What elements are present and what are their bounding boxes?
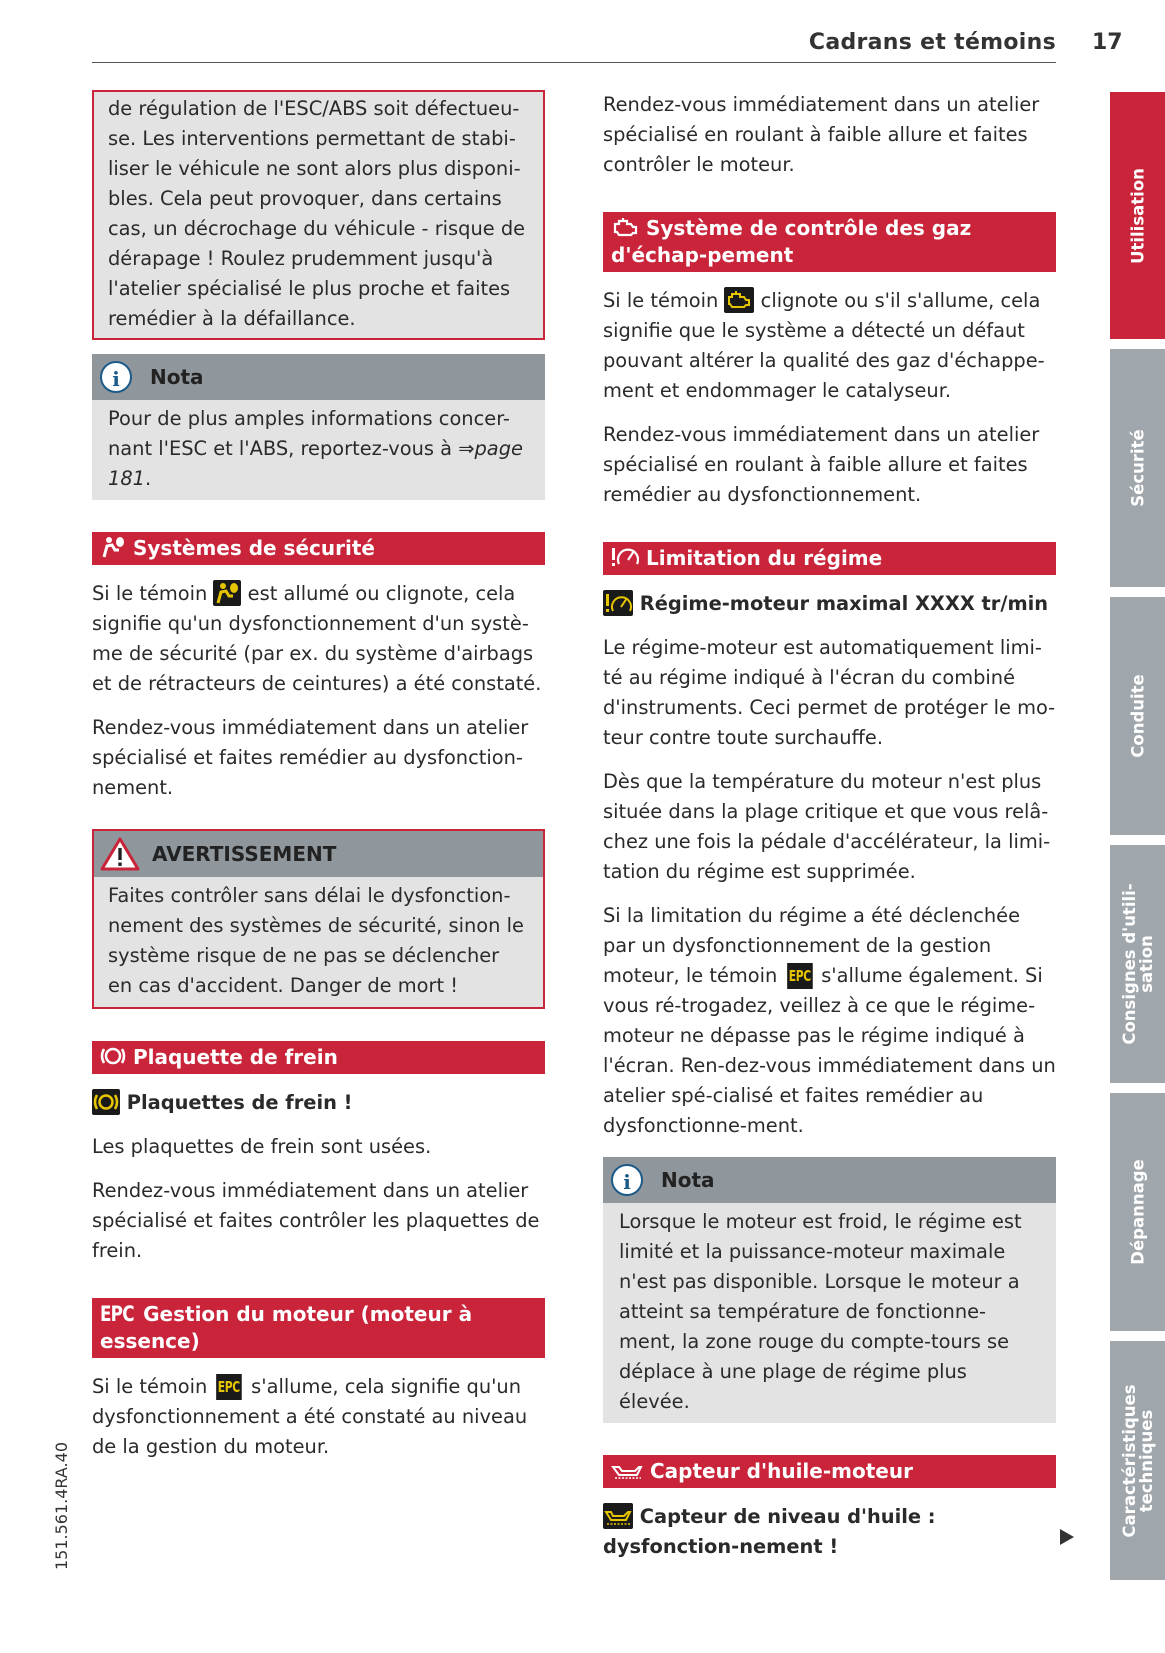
subheading-frein-text: Plaquettes de frein ! — [126, 1091, 353, 1114]
heading-securite-text: Systèmes de sécurité — [132, 536, 375, 560]
side-tab-securite[interactable] — [1110, 349, 1165, 587]
side-tab-consignes[interactable] — [1110, 845, 1165, 1083]
section-heading-moteur — [92, 1298, 545, 1358]
rev-limit-warning-icon — [603, 590, 633, 616]
gaz-paragraph-1 — [603, 286, 1056, 406]
side-tab-depannage[interactable] — [1110, 1093, 1165, 1331]
heading-frein-text: Plaquette de frein — [132, 1045, 338, 1069]
gaz-p1-after: clignote ou s'il s'allume, cela signifie que le système a détecté un défaut pouvant altérer la qualité des gaz d'échappe-ment et endommager le catalyseur. — [603, 289, 1045, 402]
nota-text: Pour de plus amples informations concer-nant l'ESC et l'ABS, reportez-vous à — [108, 407, 510, 460]
document-reference: 151.561.4RA.40 — [52, 1441, 71, 1570]
heading-huile-text: Capteur d'huile-moteur — [649, 1459, 913, 1483]
nota-box — [92, 354, 545, 500]
airbag-icon — [100, 536, 126, 558]
info-icon: i — [100, 361, 132, 393]
page-link[interactable]: ⇒page 181 — [108, 437, 523, 490]
page-header — [92, 24, 1056, 63]
epc-warning-icon-2: EPC — [787, 963, 812, 989]
page-number: 17 — [1092, 30, 1123, 55]
side-tab-label: Dépannage — [1128, 1159, 1147, 1265]
nota-body — [92, 400, 545, 500]
info-icon-right: i — [611, 1164, 643, 1196]
section-heading-huile — [603, 1455, 1056, 1488]
securite-paragraph-2: Rendez-vous immédiatement dans un atelier spécialisé et faites remédier au dysfonction-nement. — [92, 716, 529, 799]
left-column — [92, 90, 545, 1476]
nota-header — [92, 354, 545, 400]
oil-sensor-warning-icon — [603, 1503, 633, 1529]
right-intro-paragraph: Rendez-vous immédiatement dans un atelier spécialisé en roulant à faible allure et faites contrôler le moteur. — [603, 93, 1040, 176]
section-heading-securite — [92, 532, 545, 565]
gaz-paragraph-2: Rendez-vous immédiatement dans un atelier spécialisé en roulant à faible allure et faites remédier au dysfonctionnement. — [603, 423, 1040, 506]
heading-gaz-text: Système de contrôle des gaz d'échap-pement — [611, 216, 972, 267]
engine-icon — [611, 216, 639, 238]
moteur-p1-before: Si le témoin — [92, 1375, 208, 1398]
gaz-p1-before: Si le témoin — [603, 289, 719, 312]
nota-title-right: Nota — [661, 1168, 715, 1192]
warning-triangle-icon — [100, 837, 140, 871]
frein-paragraph-1: Les plaquettes de frein sont usées. — [92, 1135, 432, 1158]
moteur-p1-after: s'allume, cela signifie qu'un dysfonctionnement a été constaté au niveau de la gestion du moteur. — [92, 1375, 528, 1458]
epc-icon: EPC — [100, 1302, 134, 1326]
limitation-p3-before: Si la limitation du régime a été déclenchée par un dysfonctionnement de la gestion moteur, le témoin — [603, 904, 1021, 987]
section-heading-gaz — [603, 212, 1056, 272]
subheading-huile-text: Capteur de niveau d'huile : dysfonction-nement ! — [603, 1505, 936, 1558]
limitation-paragraph-3 — [603, 901, 1056, 1141]
moteur-paragraph-1 — [92, 1372, 545, 1462]
warning-continuation-text: de régulation de l'ESC/ABS soit défectueu-se. Les interventions permettant de stabi-liser le véhicule ne sont alors plus disponi-bles. Cela peut provoquer, dans certains cas, un décrochage du véhicule - risque de dérapage ! Roulez prudemment jusqu'à l'atelier spécialisé le plus proche et faites remédier à la défaillance. — [108, 97, 526, 330]
side-tab-label: Sécurité — [1128, 429, 1147, 507]
subheading-frein — [92, 1088, 545, 1118]
side-tab-label: Caractéristiques techniques — [1119, 1383, 1156, 1538]
side-tab-label: Conduite — [1128, 674, 1147, 758]
brake-pad-icon — [100, 1045, 126, 1067]
next-page-arrow-icon — [1060, 1529, 1074, 1545]
securite-p1-after: est allumé ou clignote, cela signifie qu'un dysfonctionnement d'un systè-me de sécurité (par ex. du système d'airbags et de rétracteurs de ceintures) a été constaté. — [92, 582, 542, 695]
right-column — [603, 90, 1056, 1576]
avertissement-box — [92, 829, 545, 1009]
frein-paragraph-2: Rendez-vous immédiatement dans un atelier spécialisé et faites contrôler les plaquettes de frein. — [92, 1179, 540, 1262]
oil-sensor-icon — [611, 1459, 643, 1481]
warning-continuation-box — [92, 90, 545, 340]
limitation-paragraph-1: Le régime-moteur est automatiquement limi-té au régime indiqué à l'écran du combiné d'instruments. Ceci permet de protéger le mo-teur contre toute surchauffe. — [603, 636, 1056, 749]
rev-limit-icon — [611, 546, 639, 568]
nota-header-right — [603, 1157, 1056, 1203]
side-tab-label: Consignes d'utili- sation — [1119, 883, 1156, 1045]
brake-pad-warning-icon — [92, 1089, 120, 1115]
subheading-limitation — [603, 589, 1056, 619]
side-tab-utilisation[interactable] — [1110, 92, 1165, 339]
securite-p1-before: Si le témoin — [92, 582, 208, 605]
avertissement-body: Faites contrôler sans délai le dysfonction-nement des systèmes de sécurité, sinon le système risque de ne pas se déclencher en cas d'accident. Danger de mort ! — [108, 884, 524, 997]
engine-warning-icon — [724, 287, 754, 313]
section-heading-limitation — [603, 542, 1056, 575]
limitation-p3-after: s'allume également. Si vous ré-trogadez, veillez à ce que le régime-moteur ne dépasse pas le régime indiqué à l'écran. Ren-dez-vous immédiatement dans un atelier spé-cialisé et faites remédier au dysfonctionne-ment. — [603, 964, 1056, 1137]
avertissement-title: AVERTISSEMENT — [152, 842, 337, 866]
side-tab-caracteristiques[interactable] — [1110, 1341, 1165, 1580]
nota-link-end: . — [145, 467, 152, 490]
heading-limitation-text: Limitation du régime — [645, 546, 883, 570]
epc-warning-icon: EPC — [217, 1374, 242, 1400]
limitation-paragraph-2: Dès que la température du moteur n'est plus située dans la plage critique et que vous relâ-chez une fois la pédale d'accélérateur, la limi-tation du régime est supprimée. — [603, 770, 1051, 883]
securite-paragraph-1 — [92, 579, 545, 699]
section-heading-frein — [92, 1041, 545, 1074]
subheading-huile — [603, 1502, 1056, 1562]
airbag-warning-icon — [213, 580, 241, 606]
nota-box-right — [603, 1157, 1056, 1423]
heading-moteur-text: Gestion du moteur (moteur à essence) — [100, 1302, 473, 1353]
side-tab-label: Utilisation — [1128, 167, 1147, 264]
nota-body-right: Lorsque le moteur est froid, le régime est limité et la puissance-moteur maximale n'est pas disponible. Lorsque le moteur a atteint sa température de fonctionne-ment, la zone rouge du compte-tours se déplace à une plage de régime plus élevée. — [619, 1210, 1022, 1413]
side-tab-conduite[interactable] — [1110, 597, 1165, 835]
avertissement-header — [94, 831, 543, 877]
subheading-limitation-text: Régime-moteur maximal XXXX tr/min — [639, 592, 1049, 615]
header-title: Cadrans et témoins — [808, 30, 1056, 55]
nota-title: Nota — [150, 365, 204, 389]
